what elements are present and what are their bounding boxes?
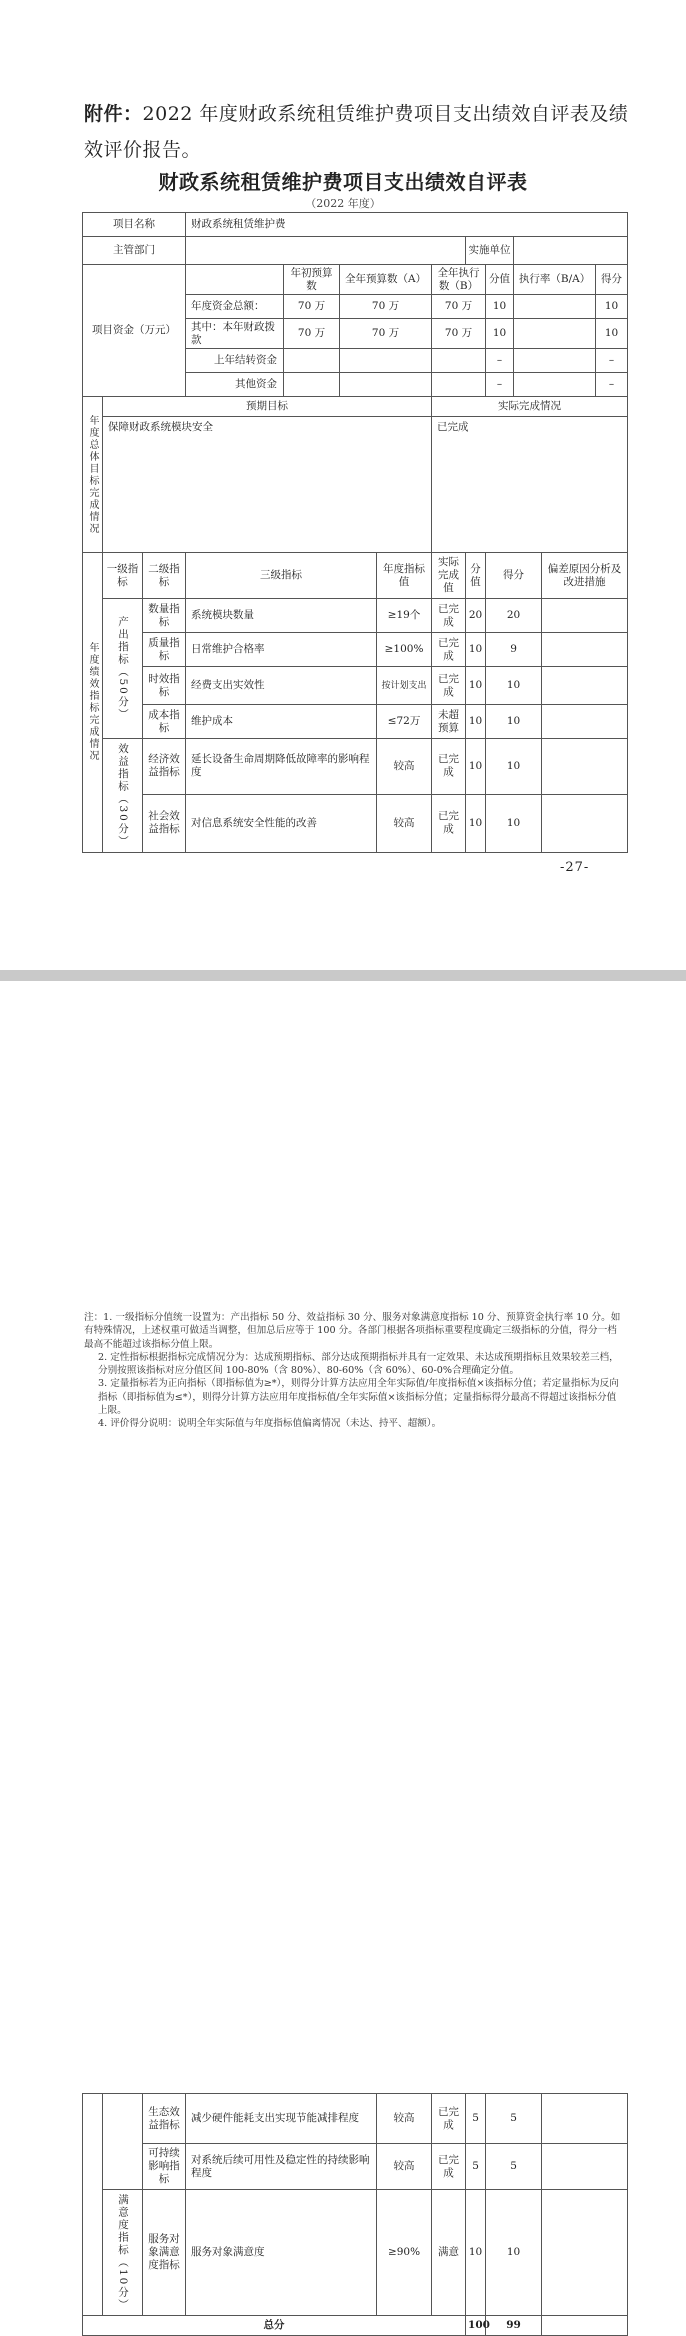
indicator-l3: 日常维护合格率 [186,633,377,667]
indicator-actual: 已完成 [432,2094,466,2144]
indicator-target: ≥100% [377,633,432,667]
indicator-l3: 减少硬件能耗支出实现节能减排程度 [186,2094,377,2144]
indicator-actual: 已完成 [432,599,466,633]
indicator-reason [542,794,628,852]
funds-row-name: 年度资金总额： [186,295,284,319]
output-indicator-label: 产出指标（50分） [103,599,143,739]
indicator-reason [542,705,628,739]
expected-goal-header: 预期目标 [103,397,432,417]
indicator-reason [542,2190,628,2316]
indicator-reason [542,633,628,667]
funds-row-name: 其中：本年财政拨款 [186,319,284,349]
funds-row-exec [432,349,486,373]
indicator-row [83,2190,628,2316]
satisfaction-indicator-label: 满意度指标（10分） [103,2190,143,2316]
funds-row-score-value: – [486,373,514,397]
indicator-reason [542,599,628,633]
indicator-l2: 质量指标 [143,633,186,667]
indicator-score: 9 [486,633,542,667]
indicator-score: 20 [486,599,542,633]
indicator-reason [542,739,628,795]
indicator-l3: 经费支出实效性 [186,667,377,705]
funds-header-blank [186,265,284,295]
funds-row-initial [284,349,340,373]
indicator-target: 较高 [377,794,432,852]
funds-row-initial: 70 万 [284,295,340,319]
self-evaluation-table [82,212,628,853]
indicator-l2: 经济效益指标 [143,739,186,795]
indicator-score: 10 [486,667,542,705]
continued-benefit-cell [103,2094,143,2190]
indicator-reason [542,2144,628,2190]
indicator-target: ≤72万 [377,705,432,739]
header-value: 分值 [466,553,486,599]
funds-row-name: 其他资金 [186,373,284,397]
dept-label: 主管部门 [83,237,186,265]
dept-value [186,237,466,265]
indicator-actual: 未超预算 [432,705,466,739]
col-score: 得分 [596,265,628,295]
indicator-target: 按计划支出 [377,667,432,705]
note-item: 2. 定性指标根据指标完成情况分为：达成预期指标、部分达成预期指标并具有一定效果、未达成预期指标且效果较差三档，分别按照该指标对应分值区间 100-80%（含 80%）、80-60%（含 60%）、60-0%合理确定分值。 [98,1351,619,1377]
indicator-score: 5 [486,2144,542,2190]
funds-row-exec: 70 万 [432,295,486,319]
page-one [0,0,686,970]
indicator-value: 10 [466,794,486,852]
funds-row-rate [514,373,596,397]
impl-unit-value [514,237,628,265]
indicator-l2: 成本指标 [143,705,186,739]
indicator-value: 10 [466,705,486,739]
indicator-target: 较高 [377,739,432,795]
header-target: 年度指标值 [377,553,432,599]
funds-row-score-value: 10 [486,295,514,319]
col-full-exec: 全年执行数（B） [432,265,486,295]
indicator-l3: 维护成本 [186,705,377,739]
benefit-indicator-label: 效益指标（30分） [103,739,143,853]
indicator-score: 10 [486,739,542,795]
funds-row-exec: 70 万 [432,319,486,349]
attachment-prefix: 附件： [84,103,143,125]
funds-row-full: 70 万 [340,319,432,349]
header-level3: 三级指标 [186,553,377,599]
funds-row-rate [514,349,596,373]
indicator-value: 5 [466,2094,486,2144]
total-row [83,2316,628,2336]
header-score: 得分 [486,553,542,599]
note-item: 3. 定量指标若为正向指标（即指标值为≥*），则得分计算方法应用全年实际值/年度指标值×该指标分值；若定量指标为反向指标（即指标值为≤*），则得分计算方法应用年度指标值/全年实际值×该指标分值；定量指标得分最高不得超过该指标分值上限。 [98,1378,619,1417]
indicator-row [83,2094,628,2144]
header-actual: 实际完成值 [432,553,466,599]
indicator-row [83,599,628,633]
total-score: 99 [486,2316,542,2336]
impl-unit-label: 实施单位 [466,237,514,265]
indicator-l3: 延长设备生命周期降低故障率的影响程度 [186,739,377,795]
indicator-score: 10 [486,794,542,852]
indicator-l2: 服务对象满意度指标 [143,2190,186,2316]
funds-label: 项目资金（万元） [83,265,186,397]
indicator-actual: 已完成 [432,739,466,795]
indicator-row [83,633,628,667]
note-item: 注：1. 一级指标分值统一设置为：产出指标 50 分、效益指标 30 分、服务对象满意度指标 10 分、预算资金执行率 10 分。如有特殊情况，上述权重可做适当调整，但加总后应等于 100 分。各部门根据各项指标重要程度确定三级指标的分值，得分一档最高不能超过该指标分值上限。 [84,1312,621,1350]
funds-row-full [340,349,432,373]
indicator-l3: 系统模块数量 [186,599,377,633]
funds-row-initial: 70 万 [284,319,340,349]
indicator-reason [542,667,628,705]
indicator-l2: 可持续影响指标 [143,2144,186,2190]
indicator-l3: 服务对象满意度 [186,2190,377,2316]
funds-row-exec [432,373,486,397]
funds-row-score: 10 [596,319,628,349]
indicator-actual: 已完成 [432,2144,466,2190]
indicator-value: 10 [466,667,486,705]
funds-row-score: – [596,349,628,373]
header-reason: 偏差原因分析及改进措施 [542,553,628,599]
goal-section-label: 年度总体目标完成情况 [83,397,103,553]
indicator-row [83,667,628,705]
total-reason [542,2316,628,2336]
funds-row-score: – [596,373,628,397]
indicator-value: 10 [466,2190,486,2316]
indicator-row [83,794,628,852]
project-name-value: 财政系统租赁维护费 [186,213,628,237]
indicator-value: 10 [466,633,486,667]
indicator-l2: 生态效益指标 [143,2094,186,2144]
indicator-value: 5 [466,2144,486,2190]
funds-row-name: 上年结转资金 [186,349,284,373]
funds-row-initial [284,373,340,397]
page-number: -27- [560,860,590,875]
indicator-l3: 对信息系统安全性能的改善 [186,794,377,852]
indicator-value: 10 [466,739,486,795]
funds-row-full: 70 万 [340,295,432,319]
attachment-header [84,96,644,168]
expected-goal: 保障财政系统模块安全 [103,417,432,553]
indicator-l2: 时效指标 [143,667,186,705]
indicator-reason [542,2094,628,2144]
col-initial-budget: 年初预算数 [284,265,340,295]
indicator-actual: 满意 [432,2190,466,2316]
funds-row-score-value: – [486,349,514,373]
notes [84,1311,624,1431]
funds-row-rate [514,319,596,349]
page-separator [0,970,686,981]
funds-row-score: 10 [596,295,628,319]
indicator-target: ≥90% [377,2190,432,2316]
indicator-value: 20 [466,599,486,633]
indicator-row [83,739,628,795]
project-name-label: 项目名称 [83,213,186,237]
indicator-l3: 对系统后续可用性及稳定性的持续影响程度 [186,2144,377,2190]
funds-row-score-value: 10 [486,319,514,349]
attachment-text: 2022 年度财政系统租赁维护费项目支出绩效自评表及绩效评价报告。 [84,103,629,161]
indicator-score: 10 [486,2190,542,2316]
indicator-section-label: 年度绩效指标完成情况 [83,553,103,853]
col-score-value: 分值 [486,265,514,295]
total-label: 总分 [83,2316,466,2336]
note-item: 4. 评价得分说明：说明全年实际值与年度指标值偏离情况（未达、持平、超额）。 [98,1418,442,1430]
total-value: 100 [466,2316,486,2336]
actual-result-header: 实际完成情况 [432,397,628,417]
continued-section-cell [83,2094,103,2316]
funds-row-full [340,373,432,397]
indicator-l2: 社会效益指标 [143,794,186,852]
funds-row-rate [514,295,596,319]
form-title: 财政系统租赁维护费项目支出绩效自评表 [158,170,528,194]
actual-result: 已完成 [432,417,628,553]
col-full-budget: 全年预算数（A） [340,265,432,295]
indicator-target: 较高 [377,2144,432,2190]
indicator-score: 10 [486,705,542,739]
indicator-actual: 已完成 [432,633,466,667]
indicator-row [83,2144,628,2190]
self-evaluation-table-continued [82,2093,628,2336]
form-year: （2022 年度） [305,197,381,210]
header-level2: 二级指标 [143,553,186,599]
indicator-actual: 已完成 [432,794,466,852]
indicator-target: 较高 [377,2094,432,2144]
header-level1: 一级指标 [103,553,143,599]
indicator-target: ≥19个 [377,599,432,633]
indicator-l2: 数量指标 [143,599,186,633]
indicator-row [83,705,628,739]
indicator-score: 5 [486,2094,542,2144]
col-exec-rate: 执行率（B/A） [514,265,596,295]
indicator-actual: 已完成 [432,667,466,705]
